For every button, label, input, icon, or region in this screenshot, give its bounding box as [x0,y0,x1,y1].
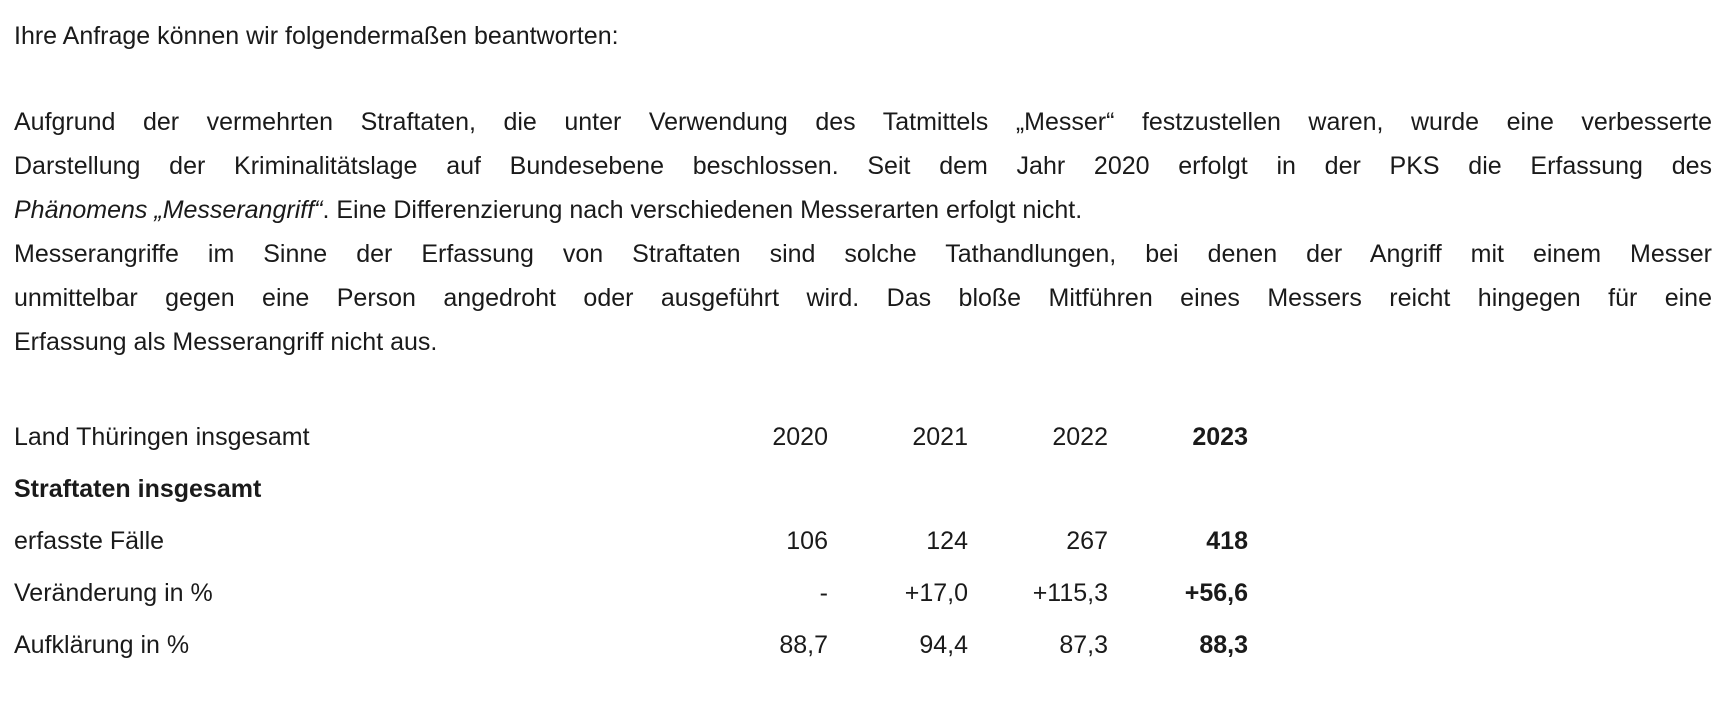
table-cell: 267 [1066,527,1108,555]
table-header-row [14,411,1248,463]
table-cell: 106 [786,527,828,555]
table-row [14,567,1248,619]
row-label: Aufklärung in % [14,631,190,659]
year-header: 2022 [1052,423,1108,451]
table-row [14,619,1248,671]
statistics-table [14,411,1248,671]
row-label: erfasste Fälle [14,527,165,555]
table-cell: +56,6 [1184,579,1248,607]
table-cell: 124 [926,527,968,555]
intro-text: Ihre Anfrage können wir folgendermaßen beantworten: [14,22,619,50]
phenomenon-term: Phänomens „Messerangriff“ [14,196,323,224]
section-title-row [14,463,1248,515]
paragraph-line: unmittelbar gegen eine Person angedroht oder ausgeführt wird. Das bloße Mitführen eines Messers reicht hingegen für eine [14,284,1712,312]
table-header-label: Land Thüringen insgesamt [14,423,310,451]
table-cell: 87,3 [1059,631,1108,659]
year-header: 2020 [772,423,828,451]
year-header: 2023 [1192,423,1248,451]
table-cell: 94,4 [919,631,968,659]
table-cell: +115,3 [1032,579,1108,607]
paragraph-line: Aufgrund der vermehrten Straftaten, die unter Verwendung des Tatmittels „Messer“ festzustellen waren, wurde eine verbesserte [14,108,1712,136]
table-cell: - [819,579,828,607]
table-cell: 88,7 [779,631,828,659]
table-row [14,515,1248,567]
paragraph-line-rest: . Eine Differenzierung nach verschiedenen Messerarten erfolgt nicht. [322,196,1083,224]
table-cell: 88,3 [1199,631,1248,659]
table-cell: 418 [1206,527,1248,555]
paragraph-line: Erfassung als Messerangriff nicht aus. [14,328,438,356]
paragraph-line [14,188,1712,232]
explanation-paragraph [14,100,1712,364]
paragraph-line: Messerangriffe im Sinne der Erfassung von Straftaten sind solche Tathandlungen, bei denen der Angriff mit einem Messer [14,240,1712,268]
table-cell: +17,0 [904,579,968,607]
paragraph-line: Darstellung der Kriminalitätslage auf Bundesebene beschlossen. Seit dem Jahr 2020 erfolgt in der PKS die Erfassung des [14,152,1712,180]
section-title: Straftaten insgesamt [14,475,262,503]
row-label: Veränderung in % [14,579,213,607]
year-header: 2021 [912,423,968,451]
